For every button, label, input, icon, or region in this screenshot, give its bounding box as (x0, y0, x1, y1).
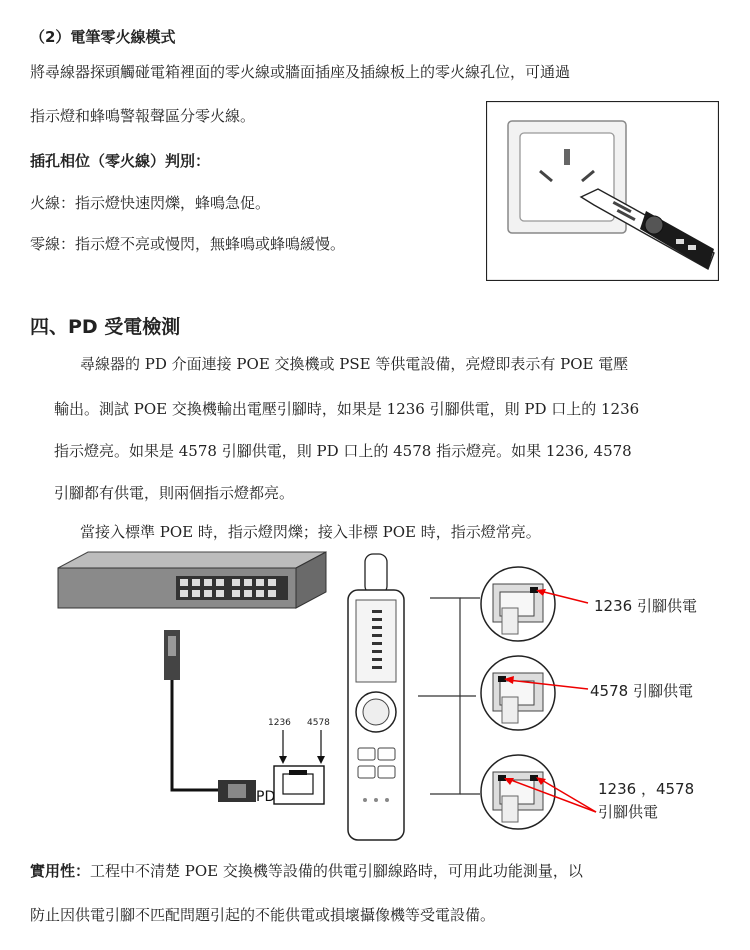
practical-line-2: 防止因供電引腳不匹配問題引起的不能供電或損壞攝像機等受電設備。 (30, 906, 496, 924)
section-title: （2）電筆零火線模式 (30, 28, 176, 46)
pd-heading: 四、PD 受電檢測 (30, 316, 181, 338)
callout-both-line-2: 引腳供電 (598, 803, 659, 821)
pd-para-line-3: 指示燈亮。如果是 4578 引腳供電，則 PD 口上的 4578 指示燈亮。如果 1236, 4578 (54, 442, 632, 460)
label-4578: 4578 (307, 718, 330, 728)
practical-line-1 (30, 860, 583, 881)
poe-switch-icon (58, 552, 326, 608)
intro-line-1: 將尋線器探頭觸碰電箱裡面的零火線或牆面插座及插線板上的零火線孔位，可通過 (30, 63, 571, 81)
port-circle-2-icon (481, 656, 555, 730)
neutral-wire-text: 零線：指示燈不亮或慢閃，無蜂鳴或蜂鳴緩慢。 (30, 235, 346, 253)
pd-para-line-4: 引腳都有供電，則兩個指示燈都亮。 (54, 484, 295, 502)
socket-tester-figure (486, 101, 719, 281)
practical-label: 實用性： (30, 862, 91, 880)
phase-subheading: 插孔相位（零火線）判別： (30, 152, 211, 170)
pd-para-line-1: 尋線器的 PD 介面連接 POE 交換機或 PSE 等供電設備，亮燈即表示有 POE 電壓 (80, 355, 629, 373)
label-1236: 1236 (268, 718, 291, 728)
label-pd: PD (256, 789, 276, 805)
callout-1236: 1236 引腳供電 (594, 597, 697, 615)
cable-tester-icon (348, 554, 404, 840)
pd-para-line-2: 輸出。測試 POE 交換機輸出電壓引腳時，如果是 1236 引腳供電，則 PD 口上的 1236 (54, 400, 640, 418)
port-circle-1-icon (481, 567, 555, 641)
pd-para-2: 當接入標準 POE 時，指示燈閃爍；接入非標 POE 時，指示燈常亮。 (80, 523, 541, 541)
practical-text-1: 工程中不清楚 POE 交換機等設備的供電引腳線路時，可用此功能測量，以 (90, 862, 583, 880)
live-wire-text: 火線：指示燈快速閃爍，蜂鳴急促。 (30, 194, 271, 212)
intro-line-2: 指示燈和蜂鳴警報聲區分零火線。 (30, 107, 256, 125)
callout-4578: 4578 引腳供電 (590, 682, 693, 700)
callout-both-line-1: 1236 ，4578 (598, 780, 695, 798)
